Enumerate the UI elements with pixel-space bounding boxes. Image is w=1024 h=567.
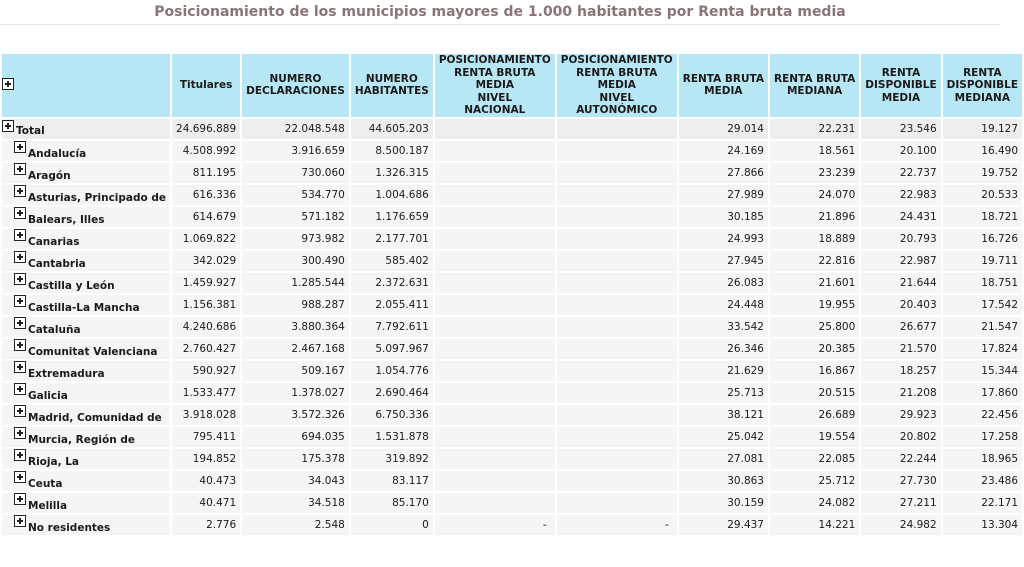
table-row (2, 273, 1022, 293)
table-cell (435, 405, 555, 425)
column-header: POSICIONAMIENTO RENTA BRUTA MEDIA NIVEL AUTONÓMICO (557, 54, 677, 117)
table-cell: 15.344 (943, 361, 1022, 381)
expand-icon[interactable] (14, 163, 26, 175)
table-cell: 1.326.315 (351, 163, 433, 183)
table-cell: 17.542 (943, 295, 1022, 315)
table-cell: 85.170 (351, 493, 433, 513)
expand-icon[interactable] (14, 229, 26, 241)
table-cell: 19.955 (770, 295, 859, 315)
table-cell (557, 339, 677, 359)
table-cell: 22.983 (861, 185, 940, 205)
table-cell: 22.737 (861, 163, 940, 183)
table-cell: 27.989 (679, 185, 768, 205)
table-cell: 22.048.548 (242, 119, 349, 139)
table-row (2, 141, 1022, 161)
expand-icon[interactable] (14, 141, 26, 153)
table-cell: 20.533 (943, 185, 1022, 205)
row-label-cell (2, 185, 170, 205)
table-row (2, 339, 1022, 359)
table-cell: 19.752 (943, 163, 1022, 183)
table-cell (435, 163, 555, 183)
table-cell: 34.043 (242, 471, 349, 491)
row-label: Melilla (28, 500, 68, 512)
table-cell: 30.863 (679, 471, 768, 491)
table-cell: 319.892 (351, 449, 433, 469)
expand-icon[interactable] (14, 251, 26, 263)
row-label-cell (2, 449, 170, 469)
expand-icon[interactable] (14, 185, 26, 197)
table-cell: 34.518 (242, 493, 349, 513)
expand-icon[interactable] (14, 449, 26, 461)
table-cell: 3.572.326 (242, 405, 349, 425)
row-label-cell (2, 361, 170, 381)
table-cell: 2.372.631 (351, 273, 433, 293)
table-row (2, 383, 1022, 403)
table-cell: 175.378 (242, 449, 349, 469)
table-cell (435, 119, 555, 139)
table-cell (435, 207, 555, 227)
table-row (2, 361, 1022, 381)
column-header: NUMERO DECLARACIONES (242, 54, 349, 117)
table-cell: 22.171 (943, 493, 1022, 513)
table-cell: 20.100 (861, 141, 940, 161)
table-cell: 0 (351, 515, 433, 535)
table-cell: 571.182 (242, 207, 349, 227)
row-label-cell (2, 141, 170, 161)
table-row (2, 427, 1022, 447)
table-cell (557, 273, 677, 293)
row-label: Castilla-La Mancha (28, 302, 140, 314)
table-cell: 24.070 (770, 185, 859, 205)
table-row (2, 295, 1022, 315)
table-cell: 21.547 (943, 317, 1022, 337)
table-cell: 1.378.027 (242, 383, 349, 403)
table-cell (557, 141, 677, 161)
table-cell: 40.471 (172, 493, 240, 513)
table-cell: 988.287 (242, 295, 349, 315)
table-cell (435, 361, 555, 381)
table-row (2, 405, 1022, 425)
table-cell (435, 317, 555, 337)
table-cell: 29.437 (679, 515, 768, 535)
table-row (2, 449, 1022, 469)
table-cell: 27.081 (679, 449, 768, 469)
table-cell: 19.554 (770, 427, 859, 447)
table-cell (435, 383, 555, 403)
table-cell: 7.792.611 (351, 317, 433, 337)
table-cell (435, 471, 555, 491)
table-cell (557, 251, 677, 271)
table-cell: 20.403 (861, 295, 940, 315)
table-cell: 20.802 (861, 427, 940, 447)
table-row (2, 251, 1022, 271)
row-label: Asturias, Principado de (28, 192, 167, 204)
table-body (2, 119, 1022, 535)
table-cell: 25.800 (770, 317, 859, 337)
table-cell: 17.860 (943, 383, 1022, 403)
table-cell: 21.896 (770, 207, 859, 227)
row-label-cell (2, 273, 170, 293)
expand-icon[interactable] (14, 361, 26, 373)
table-cell: 194.852 (172, 449, 240, 469)
table-row (2, 515, 1022, 535)
row-label-cell (2, 163, 170, 183)
table-row (2, 471, 1022, 491)
table-cell: 300.490 (242, 251, 349, 271)
table-row (2, 207, 1022, 227)
header-corner (2, 54, 170, 117)
table-cell (557, 185, 677, 205)
row-label-cell (2, 339, 170, 359)
table-cell: 14.221 (770, 515, 859, 535)
table-cell: 25.042 (679, 427, 768, 447)
income-table (0, 52, 1024, 537)
table-row (2, 493, 1022, 513)
table-cell: 30.159 (679, 493, 768, 513)
table-cell: 29.014 (679, 119, 768, 139)
table-cell: 20.515 (770, 383, 859, 403)
column-header: RENTA DISPONIBLE MEDIA (861, 54, 940, 117)
table-cell: 342.029 (172, 251, 240, 271)
table-cell: 21.570 (861, 339, 940, 359)
table-cell: 22.816 (770, 251, 859, 271)
table-cell (557, 427, 677, 447)
row-label-cell (2, 471, 170, 491)
row-label: Rioja, La (28, 456, 80, 468)
table-cell: 19.127 (943, 119, 1022, 139)
table-cell: 23.239 (770, 163, 859, 183)
table-cell (435, 273, 555, 293)
table-cell: 29.923 (861, 405, 940, 425)
table-cell: - (435, 515, 555, 535)
table-cell: 24.982 (861, 515, 940, 535)
table-cell: 509.167 (242, 361, 349, 381)
expand-icon[interactable] (14, 493, 26, 505)
table-cell: 24.431 (861, 207, 940, 227)
expand-icon[interactable] (14, 471, 26, 483)
table-cell (435, 295, 555, 315)
table-cell: 27.945 (679, 251, 768, 271)
table-cell: 2.776 (172, 515, 240, 535)
table-cell: 730.060 (242, 163, 349, 183)
row-label: No residentes (28, 522, 111, 534)
table-cell: 44.605.203 (351, 119, 433, 139)
row-label-cell (2, 383, 170, 403)
table-cell: 4.240.686 (172, 317, 240, 337)
row-label-cell (2, 295, 170, 315)
row-label-cell (2, 207, 170, 227)
table-cell: 22.244 (861, 449, 940, 469)
row-label: Andalucía (28, 148, 87, 160)
row-label-cell (2, 317, 170, 337)
expand-all-icon[interactable] (2, 78, 14, 90)
table-row (2, 185, 1022, 205)
table-cell (435, 449, 555, 469)
table-cell: 20.793 (861, 229, 940, 249)
column-header: Titulares (172, 54, 240, 117)
table-cell: 25.713 (679, 383, 768, 403)
table-cell: 2.690.464 (351, 383, 433, 403)
table-cell: 21.601 (770, 273, 859, 293)
table-cell (557, 405, 677, 425)
table-cell: 17.258 (943, 427, 1022, 447)
table-cell: 1.285.544 (242, 273, 349, 293)
table-cell (557, 229, 677, 249)
table-cell: 3.918.028 (172, 405, 240, 425)
table-cell: 16.726 (943, 229, 1022, 249)
column-header: RENTA DISPONIBLE MEDIANA (943, 54, 1022, 117)
table-cell (557, 163, 677, 183)
table-cell: 26.083 (679, 273, 768, 293)
column-header: NUMERO HABITANTES (351, 54, 433, 117)
row-label: Galicia (28, 390, 68, 402)
expand-icon[interactable] (14, 383, 26, 395)
column-header: RENTA BRUTA MEDIA (679, 54, 768, 117)
table-cell (557, 207, 677, 227)
table-cell: 13.304 (943, 515, 1022, 535)
expand-icon[interactable] (14, 273, 26, 285)
table-cell: 23.546 (861, 119, 940, 139)
table-cell: 22.231 (770, 119, 859, 139)
table-cell: 22.085 (770, 449, 859, 469)
table-cell: 19.711 (943, 251, 1022, 271)
row-label: Total (16, 125, 45, 137)
table-cell (435, 493, 555, 513)
table-cell: 2.548 (242, 515, 349, 535)
table-cell: 17.824 (943, 339, 1022, 359)
row-label: Comunitat Valenciana (28, 346, 158, 358)
table-cell: 1.531.878 (351, 427, 433, 447)
table-cell (435, 251, 555, 271)
table-row (2, 163, 1022, 183)
column-header: POSICIONAMIENTO RENTA BRUTA MEDIA NIVEL NACIONAL (435, 54, 555, 117)
table-cell: 795.411 (172, 427, 240, 447)
expand-icon[interactable] (14, 405, 26, 417)
table-cell: 2.177.701 (351, 229, 433, 249)
table-row (2, 317, 1022, 337)
table-cell (557, 295, 677, 315)
row-label-cell (2, 515, 170, 535)
table-cell: 22.987 (861, 251, 940, 271)
row-label: Murcia, Región de (28, 434, 135, 446)
table-cell (557, 471, 677, 491)
table-cell (557, 493, 677, 513)
row-label: Aragón (28, 170, 71, 182)
table-cell: 1.156.381 (172, 295, 240, 315)
table-cell: 21.629 (679, 361, 768, 381)
table-cell: 973.982 (242, 229, 349, 249)
table-cell: 694.035 (242, 427, 349, 447)
table-cell: 18.751 (943, 273, 1022, 293)
table-cell: 27.730 (861, 471, 940, 491)
table-cell: 1.004.686 (351, 185, 433, 205)
row-label-cell (2, 229, 170, 249)
table-cell: 24.696.889 (172, 119, 240, 139)
table-cell: 534.770 (242, 185, 349, 205)
table-cell: 18.889 (770, 229, 859, 249)
table-cell: 3.916.659 (242, 141, 349, 161)
table-cell: 3.880.364 (242, 317, 349, 337)
expand-icon[interactable] (14, 427, 26, 439)
table-cell: 8.500.187 (351, 141, 433, 161)
table-cell: 24.082 (770, 493, 859, 513)
expand-icon[interactable] (14, 295, 26, 307)
table-cell: 21.644 (861, 273, 940, 293)
table-cell: 83.117 (351, 471, 433, 491)
row-label: Ceuta (28, 478, 63, 490)
table-cell: 21.208 (861, 383, 940, 403)
table-cell: 616.336 (172, 185, 240, 205)
expand-icon[interactable] (14, 317, 26, 329)
table-cell: 33.542 (679, 317, 768, 337)
table-cell: 585.402 (351, 251, 433, 271)
table-cell: 24.993 (679, 229, 768, 249)
row-label-cell (2, 493, 170, 513)
table-cell: 590.927 (172, 361, 240, 381)
table-cell: 30.185 (679, 207, 768, 227)
table-cell: 18.965 (943, 449, 1022, 469)
table-cell: 4.508.992 (172, 141, 240, 161)
table-row (2, 229, 1022, 249)
header-row (2, 54, 1022, 117)
row-label-cell (2, 119, 170, 139)
table-cell (557, 119, 677, 139)
row-label: Extremadura (28, 368, 105, 380)
table-cell: 811.195 (172, 163, 240, 183)
table-cell: 23.486 (943, 471, 1022, 491)
table-cell: 24.448 (679, 295, 768, 315)
row-label: Canarias (28, 236, 80, 248)
table-cell: 27.866 (679, 163, 768, 183)
table-cell (435, 141, 555, 161)
row-label: Castilla y León (28, 280, 115, 292)
table-cell: 16.867 (770, 361, 859, 381)
table-cell: 25.712 (770, 471, 859, 491)
table-cell: 18.257 (861, 361, 940, 381)
row-label: Balears, Illes (28, 214, 105, 226)
table-cell (557, 383, 677, 403)
table-cell: 1.054.776 (351, 361, 433, 381)
table-cell: 18.561 (770, 141, 859, 161)
row-label: Cataluña (28, 324, 81, 336)
table-cell: 2.760.427 (172, 339, 240, 359)
row-label: Madrid, Comunidad de (28, 412, 162, 424)
table-cell: - (557, 515, 677, 535)
expand-icon[interactable] (2, 120, 14, 132)
title-divider (0, 24, 1000, 25)
table-cell: 6.750.336 (351, 405, 433, 425)
table-cell (435, 339, 555, 359)
table-cell: 614.679 (172, 207, 240, 227)
table-cell: 20.385 (770, 339, 859, 359)
table-cell: 26.689 (770, 405, 859, 425)
table-cell (557, 317, 677, 337)
expand-icon[interactable] (14, 339, 26, 351)
table-cell: 2.055.411 (351, 295, 433, 315)
row-label-cell (2, 251, 170, 271)
table-cell (435, 185, 555, 205)
row-label-cell (2, 427, 170, 447)
table-cell: 40.473 (172, 471, 240, 491)
table-cell: 26.346 (679, 339, 768, 359)
expand-icon[interactable] (14, 515, 26, 527)
table-cell: 2.467.168 (242, 339, 349, 359)
table-cell: 1.069.822 (172, 229, 240, 249)
page-title: Posicionamiento de los municipios mayores de 1.000 habitantes por Renta bruta media (154, 4, 846, 20)
table-cell (557, 361, 677, 381)
table-cell: 1.533.477 (172, 383, 240, 403)
table-cell (435, 229, 555, 249)
table-cell: 27.211 (861, 493, 940, 513)
table-cell: 22.456 (943, 405, 1022, 425)
table-cell: 1.459.927 (172, 273, 240, 293)
row-label-cell (2, 405, 170, 425)
total-row (2, 119, 1022, 139)
table-cell: 38.121 (679, 405, 768, 425)
row-label: Cantabria (28, 258, 86, 270)
table-cell: 24.169 (679, 141, 768, 161)
table-cell (435, 427, 555, 447)
table-cell: 26.677 (861, 317, 940, 337)
table-cell (557, 449, 677, 469)
column-header: RENTA BRUTA MEDIANA (770, 54, 859, 117)
expand-icon[interactable] (14, 207, 26, 219)
table-cell: 16.490 (943, 141, 1022, 161)
table-cell: 5.097.967 (351, 339, 433, 359)
table-cell: 18.721 (943, 207, 1022, 227)
table-cell: 1.176.659 (351, 207, 433, 227)
